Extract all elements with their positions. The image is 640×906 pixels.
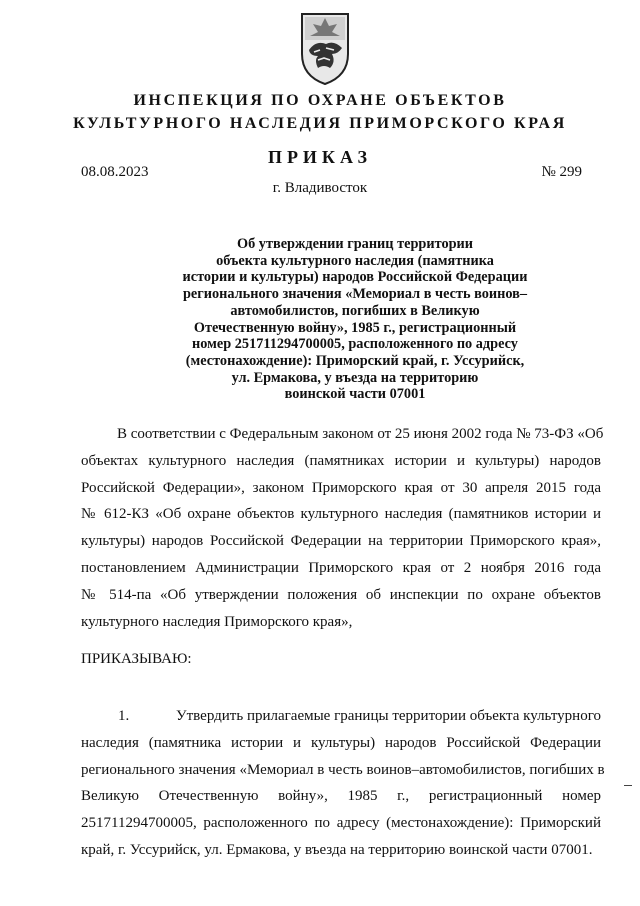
paragraph-line: Российской Федерации», законом Приморского края от 30 апреля 2015 года — [81, 479, 601, 496]
title-line: автомобилистов, погибших в Великую — [230, 302, 480, 319]
title-line: Об утверждении границ территории — [236, 236, 474, 252]
paragraph-line: 251711294700005, расположенного по адресу (местонахождение): Приморский — [81, 815, 601, 832]
item-number: 1. — [118, 708, 130, 724]
paragraph-line: регионального значения «Мемориал в честь воинов–автомобилистов, погибших в — [81, 761, 605, 778]
title-line: Отечественную войну», 1985 г., регистрационный — [193, 319, 517, 336]
order-item-1 — [81, 703, 605, 864]
document-city: г. Владивосток — [272, 180, 368, 196]
paragraph-line: наследия (памятника истории и культуры) народов Российской Федерации — [81, 734, 601, 751]
title-line: истории и культуры) народов Российской Федерации — [182, 269, 528, 286]
title-line: ул. Ермакова, у въезда на территорию — [231, 369, 479, 386]
title-line: объекта культурного наследия (памятника — [216, 252, 494, 269]
item-first-line — [81, 703, 601, 730]
paragraph-line: Утвердить прилагаемые границы территории объекта культурного — [176, 708, 601, 724]
paragraph-line: культуры) народов Российской Федерации на территории Приморского края», — [81, 533, 601, 550]
paragraph-line: № 514-па «Об утверждении положения об инспекции по охране объектов — [81, 586, 601, 603]
title-line: регионального значения «Мемориал в честь воинов– — [182, 286, 528, 303]
title-line: (местонахождение): Приморский край, г. Уссурийск, — [185, 352, 525, 369]
organization-name-line1: ИНСПЕКЦИЯ ПО ОХРАНЕ ОБЪЕКТОВ — [133, 92, 507, 109]
document-type: ПРИКАЗ — [267, 147, 373, 167]
paragraph-line: объектах культурного наследия (памятниках истории и культуры) народов — [81, 452, 601, 469]
document-date: 08.08.2023 — [81, 164, 149, 180]
paragraph-line: Великую Отечественную войну», 1985 г., регистрационный номер — [81, 788, 601, 805]
coat-of-arms-icon — [296, 10, 354, 86]
title-line: воинской части 07001 — [284, 386, 426, 403]
paragraph-line: постановлением Администрации Приморского края от 2 ноября 2016 года — [81, 559, 601, 576]
document-title — [150, 236, 560, 403]
paragraph-line: В соответствии с Федеральным законом от 25 июня 2002 года № 73-ФЗ «Об — [117, 426, 604, 442]
paragraph-line: № 612-КЗ «Об охране объектов культурного наследия (памятников истории и — [81, 506, 601, 523]
preamble-paragraph — [81, 421, 604, 635]
paragraph-line: край, г. Уссурийск, ул. Ермакова, у въезда на территорию воинской части 07001. — [81, 841, 593, 858]
paragraph-line: культурного наследия Приморского края», — [81, 613, 353, 630]
organization-name-line2: КУЛЬТУРНОГО НАСЛЕДИЯ ПРИМОРСКОГО КРАЯ — [73, 115, 567, 132]
margin-mark — [624, 785, 632, 786]
title-line: номер 251711294700005, расположенного по адресу — [192, 336, 518, 353]
document-number: № 299 — [541, 164, 582, 180]
order-word: ПРИКАЗЫВАЮ: — [81, 651, 192, 667]
